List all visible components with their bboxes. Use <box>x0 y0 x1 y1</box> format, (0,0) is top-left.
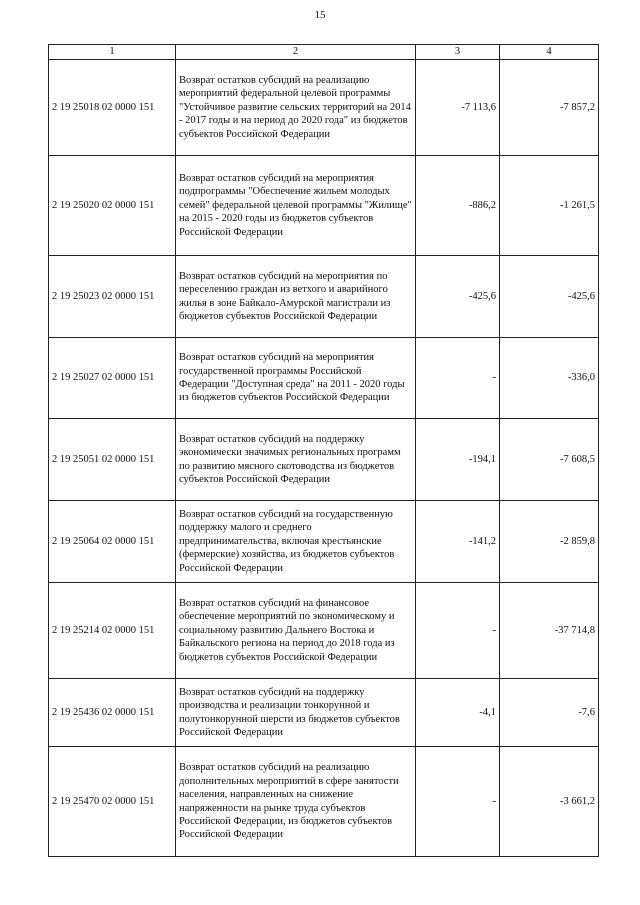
budget-code-cell: 2 19 25051 02 0000 151 <box>49 419 176 501</box>
value-col3-cell: -4,1 <box>416 679 500 747</box>
budget-code-cell: 2 19 25214 02 0000 151 <box>49 583 176 679</box>
value-col3-cell: -425,6 <box>416 256 500 338</box>
value-col4-cell: -425,6 <box>500 256 599 338</box>
header-col-3: 3 <box>416 45 500 60</box>
description-cell: Возврат остатков субсидий на поддержку производства и реализации тонкорунной и полутонкорунной шерсти из бюджетов субъектов Российской Федерации <box>176 679 416 747</box>
header-col-1: 1 <box>49 45 176 60</box>
description-cell: Возврат остатков субсидий на мероприятия государственной программы Российской Федерации "Доступная среда" на 2011 - 2020 годы из бюджетов субъектов Российской Федерации <box>176 338 416 419</box>
table-row <box>49 501 599 583</box>
description-cell: Возврат остатков субсидий на реализацию дополнительных мероприятий в сфере занятости населения, направленных на снижение напряженности на рынке труда субъектов Российской Федерации, из бюджетов субъектов Российской Федерации <box>176 747 416 857</box>
header-col-2: 2 <box>176 45 416 60</box>
value-col3-cell: -141,2 <box>416 501 500 583</box>
table-row <box>49 156 599 256</box>
value-col4-cell: -7 608,5 <box>500 419 599 501</box>
value-col4-cell: -37 714,8 <box>500 583 599 679</box>
page-number: 15 <box>314 9 326 21</box>
budget-code-cell: 2 19 25436 02 0000 151 <box>49 679 176 747</box>
value-col3-cell: -194,1 <box>416 419 500 501</box>
table-row <box>49 747 599 857</box>
value-col3-cell: -886,2 <box>416 156 500 256</box>
value-col3-cell: - <box>416 747 500 857</box>
value-col4-cell: -2 859,8 <box>500 501 599 583</box>
table-row <box>49 419 599 501</box>
description-cell: Возврат остатков субсидий на финансовое обеспечение мероприятий по экономическому и социальному развитию Дальнего Востока и Байкальского региона на период до 2018 года из бюджетов субъектов Российской Федерации <box>176 583 416 679</box>
table-row <box>49 583 599 679</box>
table-row <box>49 256 599 338</box>
description-cell: Возврат остатков субсидий на мероприятия по переселению граждан из ветхого и аварийного жилья в зоне Байкало-Амурской магистрали из бюджетов субъектов Российской Федерации <box>176 256 416 338</box>
budget-code-cell: 2 19 25064 02 0000 151 <box>49 501 176 583</box>
budget-code-cell: 2 19 25018 02 0000 151 <box>49 60 176 156</box>
description-cell: Возврат остатков субсидий на поддержку экономически значимых региональных программ по развитию мясного скотоводства из бюджетов субъектов Российской Федерации <box>176 419 416 501</box>
description-cell: Возврат остатков субсидий на государственную поддержку малого и среднего предпринимательства, включая крестьянские (фермерские) хозяйства, из бюджетов субъектов Российской Федерации <box>176 501 416 583</box>
description-cell: Возврат остатков субсидий на мероприятия подпрограммы "Обеспечение жильем молодых семей" федеральной целевой программы "Жилище" на 2015 - 2020 годы из бюджетов субъектов Российской Федерации <box>176 156 416 256</box>
table-row <box>49 338 599 419</box>
budget-code-cell: 2 19 25023 02 0000 151 <box>49 256 176 338</box>
budget-code-cell: 2 19 25027 02 0000 151 <box>49 338 176 419</box>
value-col4-cell: -7 857,2 <box>500 60 599 156</box>
header-col-4: 4 <box>500 45 599 60</box>
table-row <box>49 60 599 156</box>
table-row <box>49 679 599 747</box>
budget-table <box>48 44 599 857</box>
value-col3-cell: - <box>416 583 500 679</box>
value-col3-cell: -7 113,6 <box>416 60 500 156</box>
budget-code-cell: 2 19 25020 02 0000 151 <box>49 156 176 256</box>
description-cell: Возврат остатков субсидий на реализацию мероприятий федеральной целевой программы "Устойчивое развитие сельских территорий на 2014 - 2017 годы и на период до 2020 года" из бюджетов субъектов Российской Федерации <box>176 60 416 156</box>
value-col4-cell: -7,6 <box>500 679 599 747</box>
table-header-row <box>49 45 599 60</box>
value-col4-cell: -3 661,2 <box>500 747 599 857</box>
budget-code-cell: 2 19 25470 02 0000 151 <box>49 747 176 857</box>
value-col4-cell: -336,0 <box>500 338 599 419</box>
value-col3-cell: - <box>416 338 500 419</box>
value-col4-cell: -1 261,5 <box>500 156 599 256</box>
